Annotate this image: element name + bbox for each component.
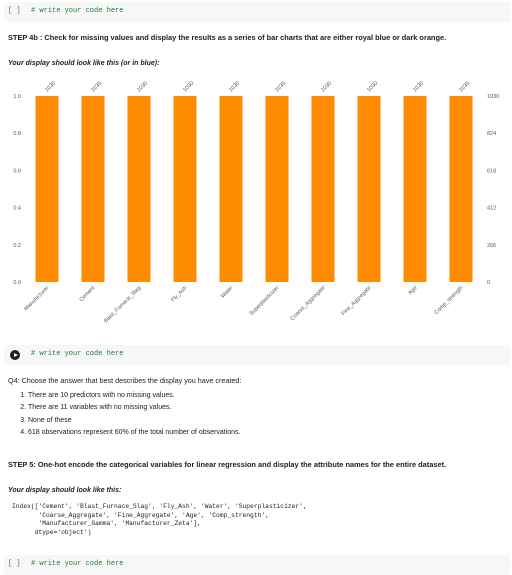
display-intro-2: Your display should look like this: bbox=[8, 487, 122, 494]
bar-count-label: 1030 bbox=[44, 80, 58, 94]
cell-prompt: [ ] bbox=[8, 7, 21, 15]
code-cell-mid[interactable] bbox=[4, 345, 510, 365]
right-axis-tick-label: 618 bbox=[487, 168, 497, 175]
step5-heading: STEP 5: One-hot encode the categorical variables for linear regression and display the attribute names for the entire dataset. bbox=[8, 460, 447, 469]
bar bbox=[404, 96, 427, 282]
category-tick-label: Fly_Ash bbox=[170, 285, 189, 304]
cell-prompt: [ ] bbox=[8, 560, 21, 568]
q4-option: 3. None of these bbox=[28, 415, 240, 427]
right-axis-tick-label: 0 bbox=[487, 280, 491, 286]
left-axis-tick-label: 0.4 bbox=[13, 205, 21, 212]
category-tick-label: Age bbox=[407, 285, 419, 297]
bar-count-label: 1030 bbox=[274, 80, 288, 94]
missing-values-bar-chart bbox=[0, 74, 512, 324]
left-axis-tick-label: 0.2 bbox=[13, 242, 21, 249]
code-cell-top[interactable] bbox=[4, 2, 510, 22]
category-tick-label: Cement bbox=[78, 285, 97, 304]
category-tick-label: Comp_strength bbox=[433, 285, 465, 317]
code-cell-bottom[interactable] bbox=[4, 555, 510, 575]
bar-count-label: 1030 bbox=[182, 80, 196, 94]
bar-count-label: 1030 bbox=[412, 80, 426, 94]
code-comment: # write your code here bbox=[31, 7, 124, 15]
left-axis-tick-label: 1.0 bbox=[13, 94, 21, 100]
bar bbox=[36, 96, 59, 282]
step4b-heading: STEP 4b : Check for missing values and display the results as a series of bar charts that are either royal blue or dark orange. bbox=[8, 33, 447, 42]
right-axis-tick-label: 824 bbox=[487, 131, 497, 138]
category-tick-label: Fine_Aggregate bbox=[340, 285, 373, 318]
bar-count-label: 1030 bbox=[366, 80, 380, 94]
code-comment: # write your code here bbox=[31, 560, 124, 568]
bar bbox=[266, 96, 289, 282]
bar-count-label: 1030 bbox=[228, 80, 242, 94]
right-axis-tick-label: 1030 bbox=[487, 94, 500, 100]
bar-count-label: 1030 bbox=[458, 80, 472, 94]
index-output: Index(['Cement', 'Blast_Furnace_Slag', 'Fly_Ash', 'Water', 'Superplasticizer', 'Coarse_Aggregate', 'Fine_Aggregate', 'Age', 'Comp_strength', 'Manufacturer_Gamma', 'Manufacturer_Zeta'], dtype='object') bbox=[12, 503, 307, 536]
bar bbox=[358, 96, 381, 282]
bar bbox=[128, 96, 151, 282]
run-cell-icon[interactable] bbox=[10, 350, 20, 360]
category-tick-label: Coarse_Aggregate bbox=[289, 285, 327, 323]
bar-count-label: 1030 bbox=[320, 80, 334, 94]
left-axis-tick-label: 0.6 bbox=[13, 168, 21, 175]
q4-option: 2. There are 11 variables with no missing values. bbox=[28, 402, 240, 414]
bar bbox=[174, 96, 197, 282]
bar bbox=[450, 96, 473, 282]
left-axis-tick-label: 0.0 bbox=[13, 280, 21, 286]
right-axis-tick-label: 412 bbox=[487, 205, 497, 212]
bar-count-label: 1030 bbox=[136, 80, 150, 94]
bar bbox=[312, 96, 335, 282]
category-tick-label: Blast_Furnace_Slag bbox=[103, 285, 143, 324]
category-tick-label: Superplasticizer bbox=[248, 285, 281, 318]
q4-option: 1. There are 10 predictors with no missing values. bbox=[28, 390, 240, 402]
code-comment: # write your code here bbox=[31, 350, 124, 358]
display-intro: Your display should look like this (or in blue): bbox=[8, 60, 160, 67]
left-axis-tick-label: 0.8 bbox=[13, 131, 21, 138]
q4-option: 4. 618 observations represent 60% of the total number of observations. bbox=[28, 427, 240, 439]
bar bbox=[220, 96, 243, 282]
bar bbox=[82, 96, 105, 282]
right-axis-tick-label: 206 bbox=[487, 242, 497, 249]
category-tick-label: Manufacturer bbox=[23, 285, 51, 313]
bar-count-label: 1030 bbox=[90, 80, 104, 94]
q4-question: Q4: Choose the answer that best describes the display you have created: bbox=[8, 376, 242, 385]
category-tick-label: Water bbox=[219, 285, 235, 300]
q4-options bbox=[14, 390, 240, 439]
